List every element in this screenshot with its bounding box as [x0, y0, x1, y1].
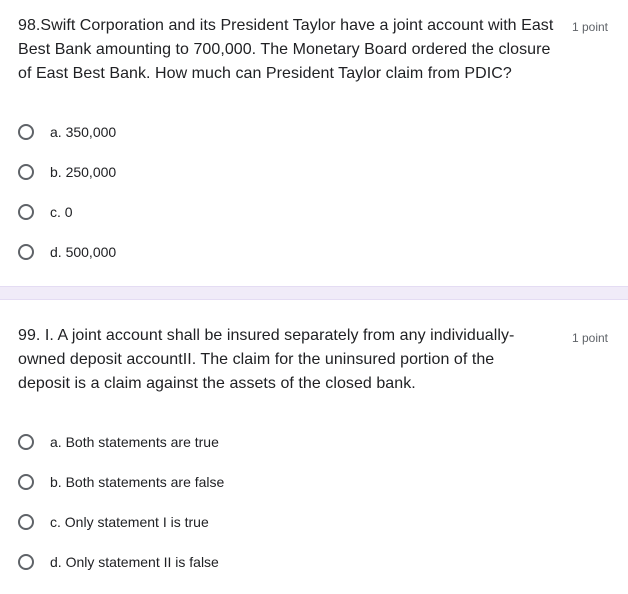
radio-button-icon[interactable]: [18, 554, 34, 570]
option-label: c. 0: [50, 204, 73, 220]
option-a[interactable]: [18, 113, 628, 153]
options-list: [18, 423, 628, 583]
question-text: 98.Swift Corporation and its President Taylor have a joint account with East Best Bank amounting to 700,000. The Monetary Board ordered the closure of East Best Bank. How much can President Taylor claim from PDIC?: [18, 17, 554, 82]
radio-button-icon[interactable]: [18, 434, 34, 450]
option-b[interactable]: [18, 153, 628, 193]
option-c[interactable]: [18, 193, 628, 233]
question-card-99: [0, 300, 628, 594]
option-label: b. 250,000: [50, 164, 117, 180]
radio-button-icon[interactable]: [18, 204, 34, 220]
option-label: c. Only statement I is true: [50, 514, 209, 530]
radio-button-icon[interactable]: [18, 124, 34, 140]
points-label: 1 point: [571, 20, 608, 34]
option-label: a. Both statements are true: [50, 434, 219, 450]
option-d[interactable]: [18, 233, 628, 273]
option-c[interactable]: [18, 503, 628, 543]
option-label: d. 500,000: [50, 244, 117, 260]
option-label: b. Both statements are false: [50, 474, 225, 490]
option-label: a. 350,000: [50, 124, 117, 140]
options-list: [18, 113, 628, 273]
option-b[interactable]: [18, 463, 628, 503]
radio-button-icon[interactable]: [18, 514, 34, 530]
question-card-98: [0, 0, 628, 286]
question-text: 99. I. A joint account shall be insured separately from any individually-owned deposit accountII. The claim for the uninsured portion of the deposit is a claim against the assets of the closed bank.: [18, 327, 515, 392]
radio-button-icon[interactable]: [18, 164, 34, 180]
option-a[interactable]: [18, 423, 628, 463]
radio-button-icon[interactable]: [18, 474, 34, 490]
points-label: 1 point: [571, 331, 608, 345]
option-label: d. Only statement II is false: [50, 554, 219, 570]
option-d[interactable]: [18, 543, 628, 583]
radio-button-icon[interactable]: [18, 244, 34, 260]
question-separator: [0, 286, 628, 300]
